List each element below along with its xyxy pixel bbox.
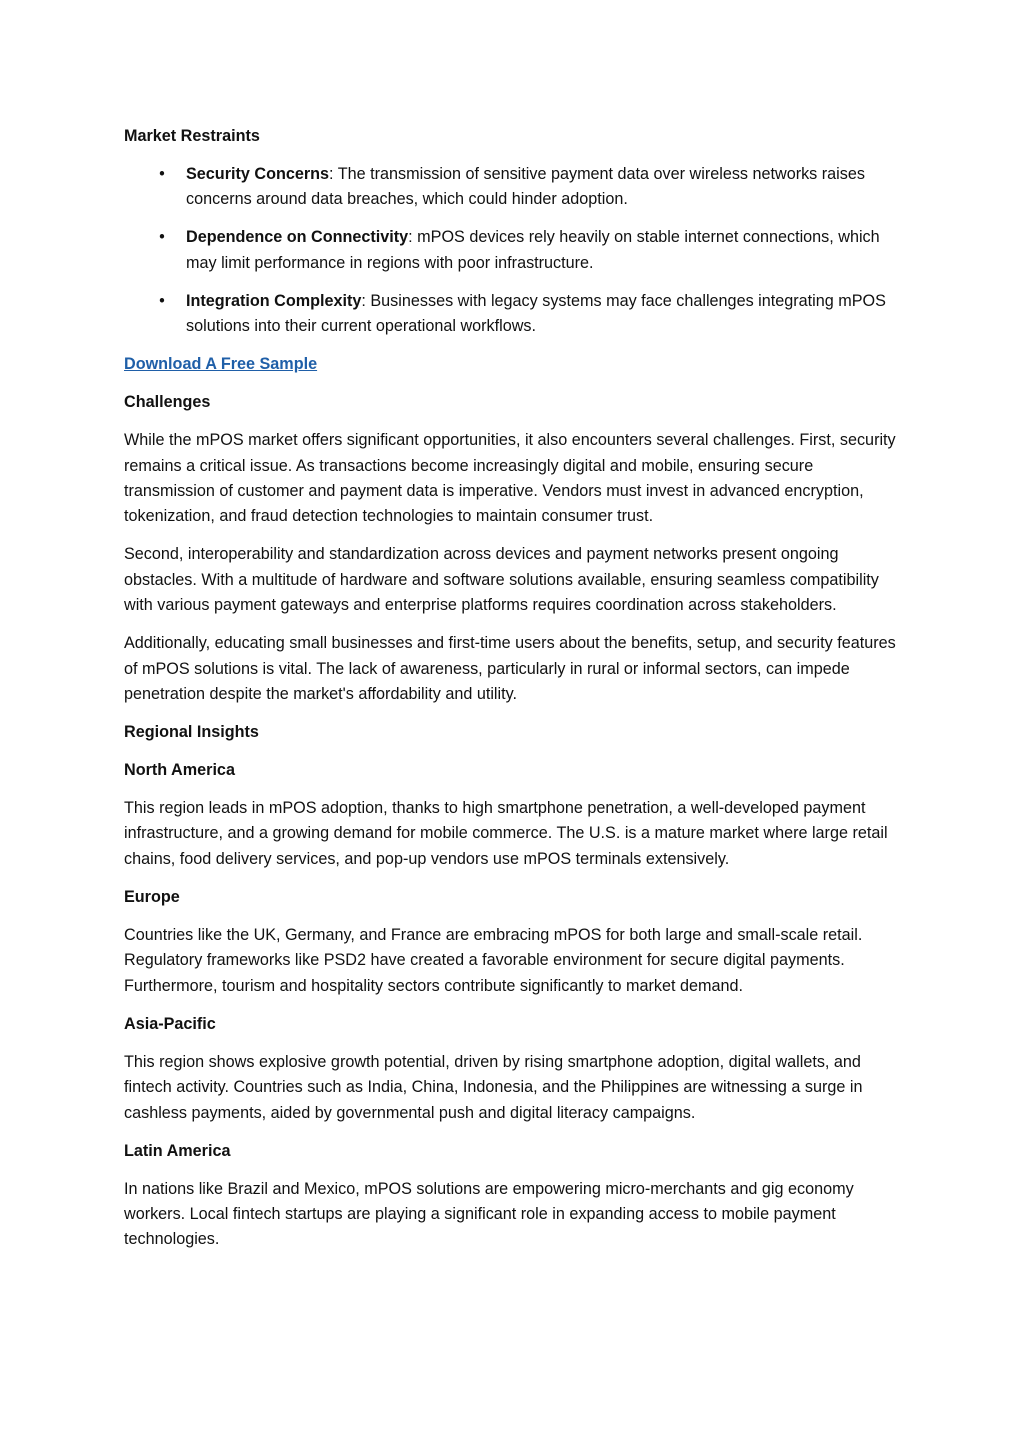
region-paragraph-asia-pacific: This region shows explosive growth potential, driven by rising smartphone adoption, digital wallets, and fintech activity. Countries such as India, China, Indonesia, and the Philippines are witnessing a surge in cashless payments, aided by governmental push and digital literacy campaigns. [124,1052,863,1122]
bullet-icon: • [159,291,165,310]
region-heading-asia-pacific: Asia-Pacific [124,1014,216,1033]
restraint-text: : Businesses with legacy systems may face challenges integrating mPOS solutions into their current operational workflows. [186,291,886,336]
region-paragraph-latin-america: In nations like Brazil and Mexico, mPOS solutions are empowering micro-merchants and gig economy workers. Local fintech startups are playing a significant role in expanding access to mobile payment technologies. [124,1179,854,1249]
download-sample-link[interactable]: Download A Free Sample [124,355,318,374]
challenges-paragraph: Second, interoperability and standardization across devices and payment networks present ongoing obstacles. With a multitude of hardware and software solutions available, ensuring seamless compatibility with various payment gateways and enterprise platforms requires coordination across stakeholders. [124,545,879,615]
bullet-icon: • [159,228,165,247]
list-item [124,162,904,213]
region-paragraph-north-america: This region leads in mPOS adoption, thanks to high smartphone penetration, a well-developed payment infrastructure, and a growing demand for mobile commerce. The U.S. is a mature market where large retail chains, food delivery services, and pop-up vendors use mPOS terminals extensively. [124,799,888,868]
market-restraints-list [124,162,904,340]
bullet-icon: • [159,165,165,183]
restraint-term: Security Concerns [186,165,330,183]
market-restraints-heading: Market Restraints [124,127,260,145]
restraint-text: : mPOS devices rely heavily on stable internet connections, which may limit performance in regions with poor infrastructure. [186,228,880,272]
regional-insights-heading: Regional Insights [124,723,259,742]
document-page [124,124,904,1265]
challenges-paragraph: While the mPOS market offers significant opportunities, it also encounters several challenges. First, security remains a critical issue. As transactions become increasingly digital and mobile, ensuring secure transmission of customer and payment data is imperative. Vendors must invest in advanced encryption, tokenization, and fraud detection technologies to maintain consumer trust. [124,431,896,526]
restraint-term: Dependence on Connectivity [186,228,409,247]
challenges-paragraph: Additionally, educating small businesses and first-time users about the benefits, setup, and security features of mPOS solutions is vital. The lack of awareness, particularly in rural or informal sectors, can impede penetration despite the market's affordability and utility. [124,634,896,704]
restraint-text: : The transmission of sensitive payment data over wireless networks raises concerns around data breaches, which could hinder adoption. [186,165,865,209]
list-item [124,289,904,340]
restraint-term: Integration Complexity [186,291,362,310]
region-heading-europe: Europe [124,887,180,906]
region-paragraph-europe: Countries like the UK, Germany, and France are embracing mPOS for both large and small-scale retail. Regulatory frameworks like PSD2 have created a favorable environment for secure digital payments. Furthermore, tourism and hospitality sectors contribute significantly to market demand. [124,925,863,995]
region-heading-north-america: North America [124,761,235,780]
list-item [124,225,904,276]
challenges-heading: Challenges [124,393,211,412]
region-heading-latin-america: Latin America [124,1141,231,1160]
